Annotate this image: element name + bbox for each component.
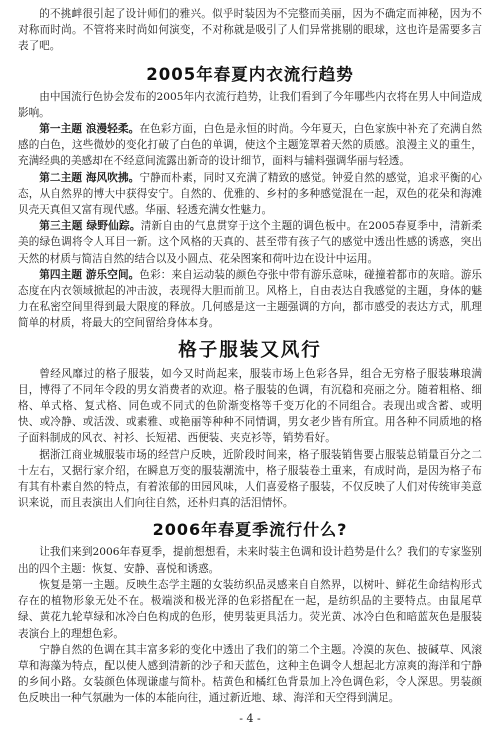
theme-label-4: 第四主题 游乐空间。 (39, 268, 140, 281)
plaid-paragraph-2: 据浙江商业城服装市场的经营户反映，近阶段时间来，格子服装销售要占服装总销量百分之二十左右，又据行家介绍，在瞬息万变的服装潮流中，格子服装卷土重来，有成时尚，是因为格子布有其有朴素自然的特点，有着浓郁的田园风味，人们喜爱格子服装，不仅反映了人们对传统审美意识来说，而且表演出人们向往自然，还朴归真的活泪情怀。 (18, 448, 482, 510)
theme-paragraph-4 (18, 267, 482, 332)
theme-paragraph-1 (18, 121, 482, 170)
section1-intro: 由中国流行色协会发布的2005年内衣流行趋势，让我们看到了今年哪些内衣将在男人中间造成影响。 (18, 90, 482, 119)
theme-label-3: 第三主题 绿野仙踪。 (39, 220, 141, 233)
intro-paragraph: 的不挑衅很引起了设计师们的雅兴。似乎时装因为不完整而美丽，因为不确定而神秘，因为不对称而时尚。不管将来时尚如何演变，不对称就是吸引了人们异常挑剔的眼球，这也许是需要多言表了吧。 (18, 8, 482, 53)
theme-paragraph-3 (18, 218, 482, 267)
trends-paragraph-2: 恢复是第一主题。反映生态学主题的女装纺织品灵感来自自然界，以树叶、鲜花生命结构形式存在的植物形象无处不在。极端淡和极光泽的色彩搭配在一起，是纺织品的主要特点。由鼠尾草绿、黄花九轮草绿和冰冷白色构成的色形，使男装更具活力。荧光黄、冰冷白色和暗蓝灰色是服装表演台上的理想色彩。 (18, 578, 482, 640)
page-number: - 4 - (239, 712, 261, 725)
section-title-2006-trends: 2006年春夏季流行什么? (152, 520, 348, 540)
plaid-paragraph-1: 曾经风靡过的格子服装，如今又时尚起来，服装市场上色彩各异，组合无穷格子服装琳琅满目，博得了不同年令段的男女消费者的欢迎。格子服装的色调，有沉稳和亮丽之分。随着粗格、细格、单式格、复式格、同色或不同式的色阶渐变格等千变万化的不同组合。表现出或含蓄、或明快、或冷静、或活泼、或素雅、或艳丽等种种不同情调，男女老少皆有所宜。用各种不同质地的格子面料制成的风衣、衬衫、长短裙、西便装、夹克衫等，销势看好。 (18, 367, 482, 445)
theme-label-1: 第一主题 浪漫轻柔。 (39, 123, 140, 136)
theme-text-4: 色彩：来自运动装的颜色夺张中带有游乐意味，碰撞着都市的灰暗。游乐态度在内衣领域掀起的冲击波，表现得大胆而前卫。风格上，自由表达自我感觉的主题，身体的魅力在私密空间里得到最大限度的释放。几何感是这一主题强调的方向，都市感受的表达方式，肌理简单的材质，将最大的空间留给身体本身。 (18, 268, 483, 330)
theme-paragraph-2 (18, 170, 482, 219)
theme-text-3: 清新自由的气息贯穿于这个主题的调色板中。在2005春夏季中，清新柔美的绿色调将令人耳目一新。这个风格的天真的、甚至带有孩子气的感觉中透出性感的诱惑，突出天然的材质与简洁自然的结合以及小圆点、花朵图案和荷叶边在设计中运用。 (18, 220, 482, 265)
section-title-2005-lingerie: 2005年春夏内衣流行趋势 (146, 64, 354, 84)
section-title-plaid-clothing: 格子服装又风行 (178, 339, 322, 361)
theme-text-1: 在色彩方面，白色是永恒的时尚。今年夏天，白色家族中补充了充满自然感的白色，这些微妙的变化打破了白色的单调，使这个主题笼罩着天然的质感。浪漫主义的重生，充满经典的美感却在不经意间流露出新奇的设计细节，面料与辅料强调华丽与轻透。 (18, 123, 483, 168)
trends-paragraph-3: 宁静自然的色调在其丰富多彩的变化中透出了我们的第二个主题。冷漠的灰色、披碱草、风滚草和海藻为特点，配以使人感到清新的沙子和天蓝色，这种主色调令人想起北方凉爽的海洋和宁静的乡间小路。女装颜色体现谦虚与简朴。桔黄色和橘红色背景加上冷色调色彩，令人深思。男装颜色反映出一种气氛融为一体的本能向往，通过新近地、球、海洋和天空得到满足。 (18, 643, 482, 705)
theme-text-2: 宁静而朴素，同时又充满了精致的感觉。钟爱自然的感觉，追求平衡的心态，从自然界的博大中获得安宁。自然的、优雅的、乡村的多种感觉混在一起，双色的花朵和海滩贝壳天真但又富有现代感。华丽、轻透充满女性魅力。 (18, 171, 483, 217)
trends-paragraph-1: 让我们来到2006年春夏季，提前想想看，未来时装主色调和设计趋势是什么？我们的专家鉴别出的四个主题：恢复、安静、喜悦和诱惑。 (18, 546, 482, 575)
theme-label-2: 第二主题 海风吹拂。 (39, 171, 140, 184)
